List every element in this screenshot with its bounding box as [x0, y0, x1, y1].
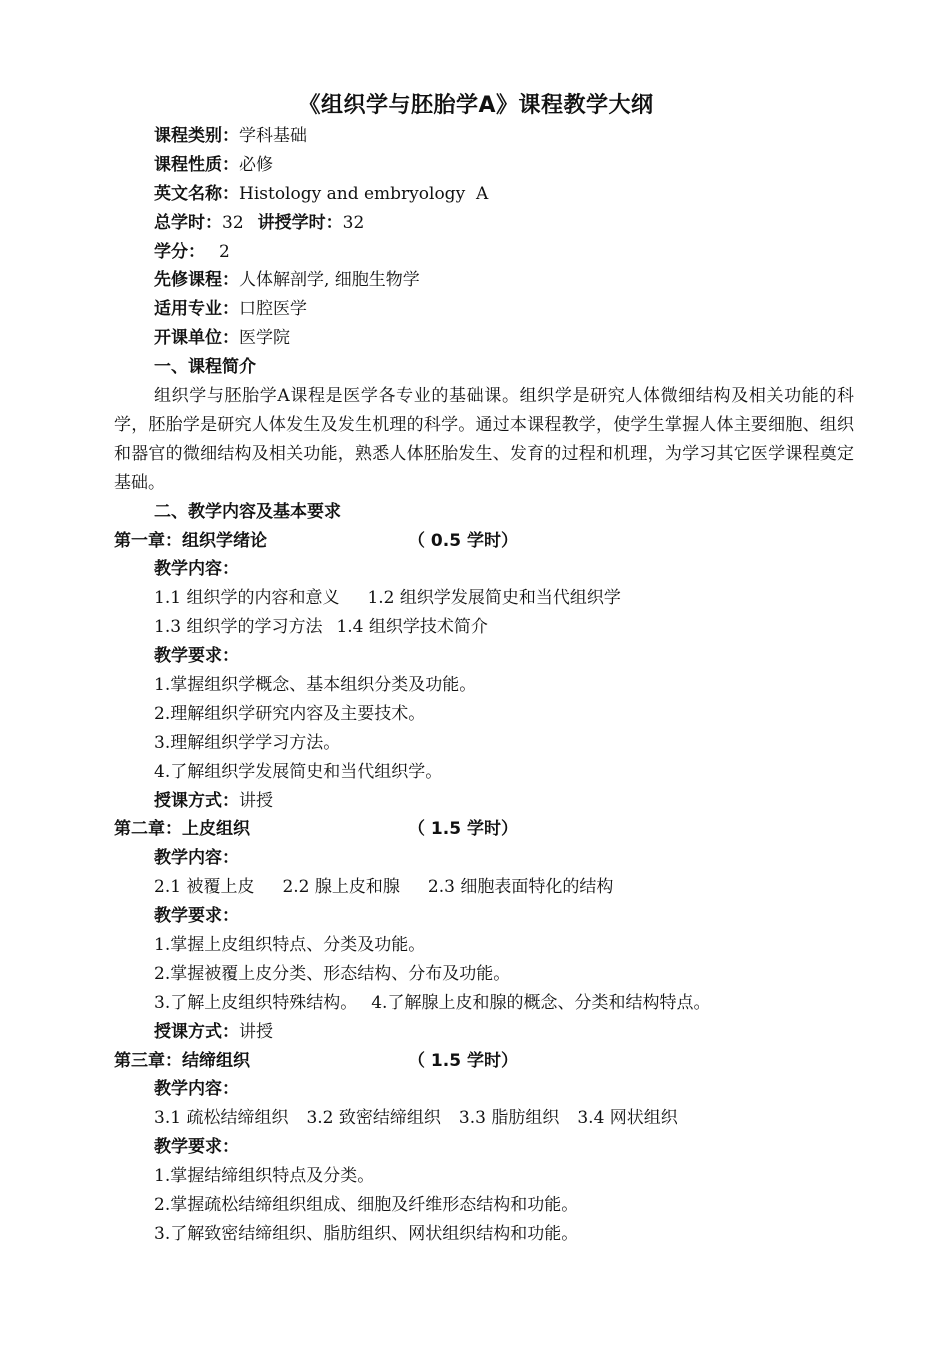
list-item: 2.掌握被覆上皮分类、形态结构、分布及功能。 [154, 963, 511, 984]
chapter-2-method-label: 授课方式： [154, 1021, 239, 1042]
meta-major [114, 295, 854, 324]
list-item: 4.了解组织学发展简史和当代组织学。 [154, 761, 443, 782]
list-item: 1.掌握组织学概念、基本组织分类及功能。 [154, 674, 477, 695]
chapter-1-title: 第一章：组织学绪论 [114, 530, 267, 551]
chapter-3-content-label: 教学内容： [154, 1079, 239, 1100]
meta-department [114, 324, 854, 353]
chapter-2-content-label: 教学内容： [154, 848, 239, 869]
chapter-3-content-row-1 [114, 1104, 854, 1133]
content-heading: 二、教学内容及基本要求 [154, 501, 341, 522]
chapter-2-hours: （ 1.5 学时） [408, 819, 518, 840]
meta-english-value: Histology and embryology A [239, 183, 489, 204]
meta-prerequisites [114, 266, 854, 295]
chapter-1-hours: （ 0.5 学时） [408, 530, 518, 551]
chapter-1-method-value: 讲授 [239, 790, 273, 811]
chapter-2-req-row-3 [114, 989, 854, 1018]
list-item: 3.2 致密结缔组织 [306, 1108, 441, 1129]
list-item: 1.掌握上皮组织特点、分类及功能。 [154, 935, 426, 955]
list-item: 4.了解腺上皮和腺的概念、分类和结构特点。 [371, 992, 711, 1013]
chapter-1-req-label: 教学要求： [154, 646, 239, 667]
list-item: 1.3 组织学的学习方法 [154, 617, 323, 638]
chapter-3-title: 第三章：结缔组织 [114, 1050, 250, 1071]
list-item: 2.2 腺上皮和腺 [282, 877, 400, 898]
meta-category [114, 122, 854, 151]
meta-nature-label: 课程性质： [154, 154, 239, 175]
list-item: 3.了解上皮组织特殊结构。 [154, 992, 358, 1013]
chapter-2-method [114, 1018, 854, 1047]
chapter-2-title: 第二章：上皮组织 [114, 819, 250, 840]
meta-category-label: 课程类别： [154, 126, 239, 146]
list-item: 3.4 网状组织 [577, 1108, 678, 1129]
chapter-2-content-row-1 [114, 873, 854, 902]
meta-dept-value: 医学院 [239, 328, 290, 349]
chapter-1-content-row-2 [114, 613, 854, 642]
list-item: 3.3 脂肪组织 [458, 1108, 560, 1129]
list-item: 2.3 细胞表面特化的结构 [427, 877, 614, 898]
intro-paragraph: 组织学与胚胎学A课程是医学各专业的基础课。组织学是研究人体微细结构及相关功能的科学，胚胎学是研究人体发生及发生机理的科学。通过本课程教学，使学生掌握人体主要细胞、组织和器官的微细结构及相关功能，熟悉人体胚胎发生、发育的过程和机理，为学习其它医学课程奠定基础。 [114, 386, 854, 493]
meta-total-hours-label: 总学时： [154, 212, 222, 233]
meta-nature [114, 151, 854, 180]
list-item: 2.1 被覆上皮 [154, 877, 255, 898]
chapter-1-method-label: 授课方式： [154, 790, 239, 811]
meta-major-value: 口腔医学 [239, 299, 307, 320]
chapter-1-content-row-1 [114, 584, 854, 613]
meta-english-label: 英文名称： [154, 183, 239, 204]
document-title: 《组织学与胚胎学A》课程教学大纲 [298, 93, 654, 118]
list-item: 2.掌握疏松结缔组织组成、细胞及纤维形态结构和功能。 [154, 1195, 579, 1216]
list-item: 1.1 组织学的内容和意义 [154, 588, 340, 609]
meta-major-label: 适用专业： [154, 299, 239, 320]
list-item: 1.2 组织学发展简史和当代组织学 [367, 588, 621, 609]
meta-dept-label: 开课单位： [154, 328, 239, 349]
meta-nature-value: 必修 [239, 154, 273, 175]
list-item: 1.4 组织学技术简介 [336, 617, 488, 638]
meta-english-name [114, 180, 854, 209]
chapter-2-req-label: 教学要求： [154, 906, 239, 927]
meta-prereq-label: 先修课程： [154, 270, 239, 291]
meta-lecture-hours-value: 32 [342, 212, 365, 233]
meta-total-hours-value: 32 [222, 212, 244, 233]
list-item: 2.理解组织学研究内容及主要技术。 [154, 703, 426, 724]
chapter-3-heading [114, 1047, 854, 1076]
meta-prereq-value: 人体解剖学, 细胞生物学 [239, 270, 420, 291]
chapter-1-content-label: 教学内容： [154, 559, 239, 580]
chapter-1-method [114, 787, 854, 816]
meta-credits-value: 2 [219, 241, 230, 262]
list-item: 3.1 疏松结缔组织 [154, 1108, 289, 1129]
chapter-2-method-value: 讲授 [239, 1021, 273, 1042]
list-item: 3.了解致密结缔组织、脂肪组织、网状组织结构和功能。 [154, 1223, 579, 1244]
chapter-1-heading [114, 527, 854, 556]
list-item: 3.理解组织学学习方法。 [154, 732, 341, 753]
chapter-2-heading [114, 815, 854, 844]
meta-credits [114, 238, 854, 267]
meta-category-value: 学科基础 [239, 126, 307, 146]
meta-hours [114, 209, 854, 238]
meta-lecture-hours-label: 讲授学时： [257, 212, 343, 233]
list-item: 1.掌握结缔组织特点及分类。 [154, 1166, 375, 1187]
intro-heading: 一、课程简介 [154, 357, 256, 378]
chapter-3-hours: （ 1.5 学时） [408, 1050, 518, 1071]
meta-credits-label: 学分： [154, 241, 205, 262]
chapter-3-req-label: 教学要求： [154, 1137, 239, 1158]
document-body [114, 122, 854, 1249]
